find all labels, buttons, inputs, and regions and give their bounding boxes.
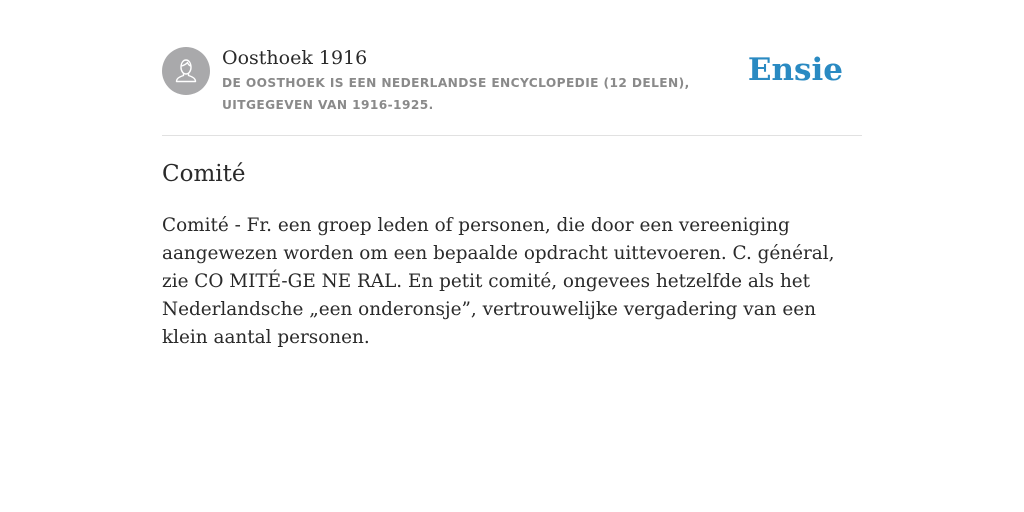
source-description: DE OOSTHOEK IS EEN NEDERLANDSE ENCYCLOPEDIE (12 DELEN), UITGEGEVEN VAN 1916-1925. <box>222 76 690 112</box>
entry-title: Comité <box>162 161 246 187</box>
entry-body: Comité - Fr. een groep leden of personen, die door een vereeniging aangewezen worden om een bepaalde opdracht uittevoeren. C. général, zie CO MITÉ-GE NE RAL. En petit comité, ongevees hetzelfde als het Nederlandsche „een onderonsje”, vertrouwelijke vergadering van een klein aantal personen. <box>162 215 835 348</box>
header-divider <box>162 135 862 136</box>
ensie-logo[interactable]: Ensie <box>747 52 843 88</box>
source-name: Oosthoek 1916 <box>222 47 368 69</box>
user-silhouette-icon <box>171 56 201 86</box>
source-avatar <box>162 47 210 95</box>
